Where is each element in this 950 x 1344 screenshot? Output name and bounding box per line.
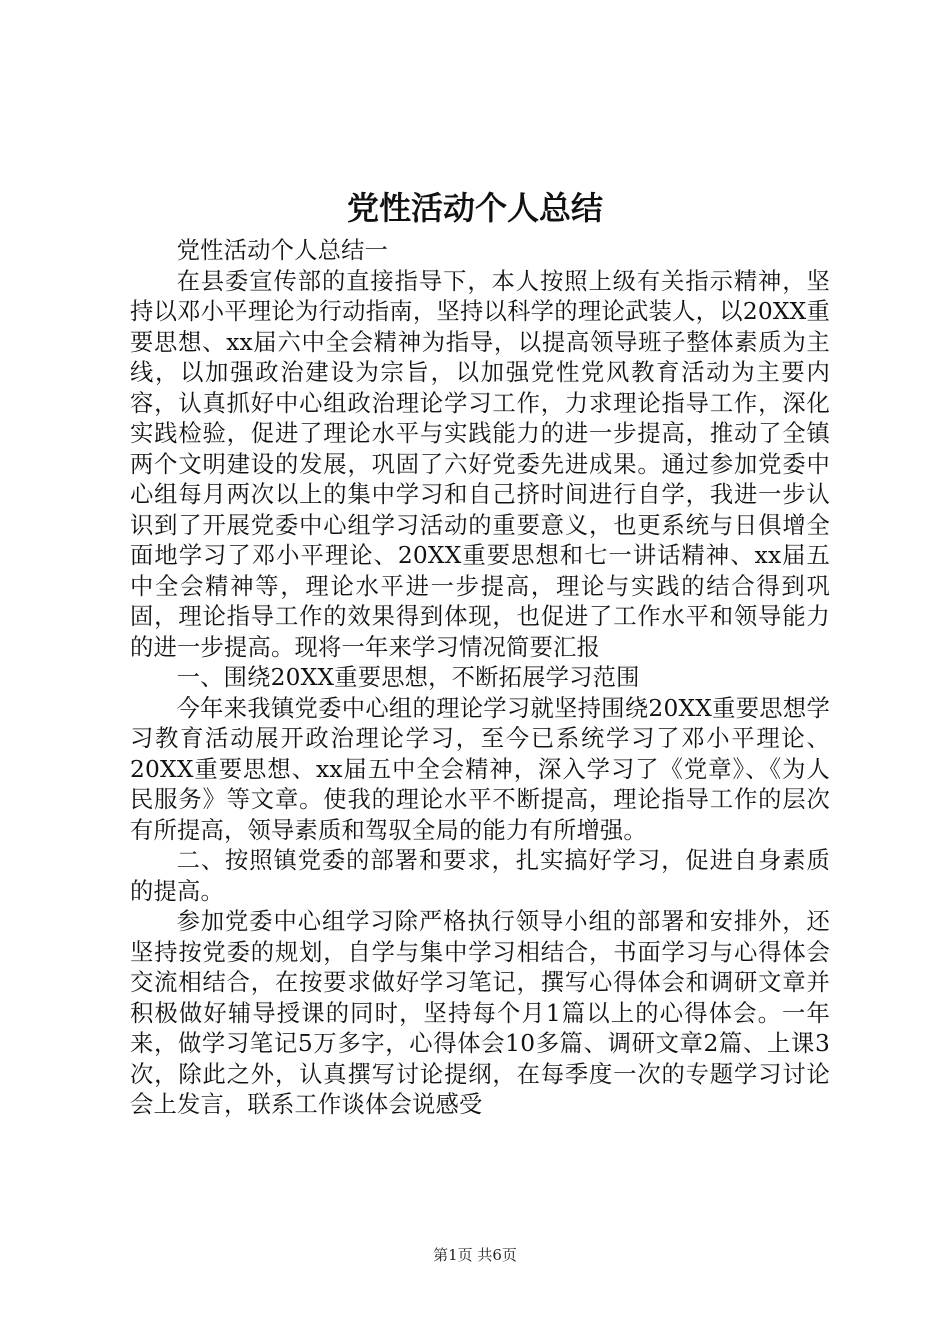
section-heading: 二、按照镇党委的部署和要求，扎实搞好学习，促进自身素质的提高。 [130, 847, 830, 905]
subtitle-paragraph: 党性活动个人总结一 [176, 237, 389, 264]
body-paragraph: 今年来我镇党委中心组的理论学习就坚持围绕20XX重要思想学习教育活动展开政治理论学习，至今已系统学习了邓小平理论、20XX重要思想、xx届五中全会精神，深入学习了《党章》、《为人民服务》等文章。使我的理论水平不断提高，理论指导工作的层次有所提高，领导素质和驾驭全局的能力有所增强。 [130, 694, 830, 844]
body-paragraph: 参加党委中心组学习除严格执行领导小组的部署和安排外，还坚持按党委的规划，自学与集中学习相结合，书面学习与心得体会交流相结合，在按要求做好学习笔记，撰写心得体会和调研文章并积极做好辅导授课的同时，坚持每个月1篇以上的心得体会。一年来，做学习笔记5万多字，心得体会10多篇、调研文章2篇、上课3次，除此之外，认真撰写讨论提纲，在每季度一次的专题学习讨论会上发言，联系工作谈体会说感受 [130, 908, 830, 1118]
body-paragraph: 在县委宣传部的直接指导下，本人按照上级有关指示精神，坚持以邓小平理论为行动指南，坚持以科学的理论武装人，以20XX重要思想、xx届六中全会精神为指导，以提高领导班子整体素质为主线，以加强政治建设为宗旨，以加强党性党风教育活动为主要内容，认真抓好中心组政治理论学习工作，力求理论指导工作，深化实践检验，促进了理论水平与实践能力的进一步提高，推动了全镇两个文明建设的发展，巩固了六好党委先进成果。通过参加党委中心组每月两次以上的集中学习和自己挤时间进行自学，我进一步认识到了开展党委中心组学习活动的重要意义，也更系统与日俱增全面地学习了邓小平理论、20XX重要思想和七一讲话精神、xx届五中全会精神等，理论水平进一步提高，理论与实践的结合得到巩固，理论指导工作的效果得到体现，也促进了工作水平和领导能力的进一步提高。现将一年来学习情况简要汇报 [130, 267, 830, 661]
document-body [130, 236, 830, 1121]
document-title: 党性活动个人总结 [346, 189, 603, 227]
section-heading: 一、围绕20XX重要思想，不断拓展学习范围 [176, 664, 640, 691]
page-number-footer: 第1页 共6页 [433, 1246, 517, 1264]
